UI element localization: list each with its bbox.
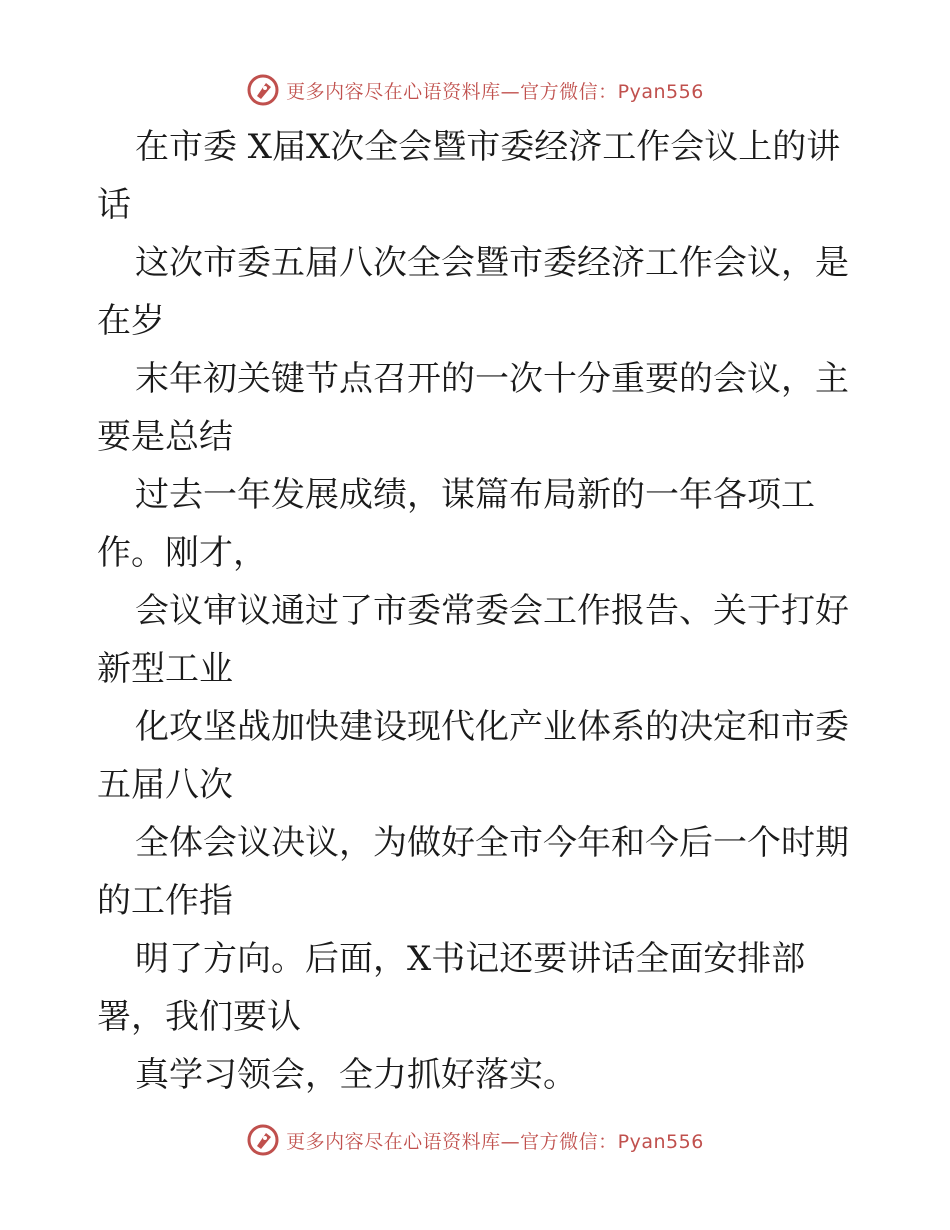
text-line: 全体会议决议，为做好全市今年和今后一个时期 [135,823,849,863]
watermark-text: 更多内容尽在心语资料库—官方微信：Pyan556 [286,80,704,103]
text-line: 的工作指 [97,881,233,921]
text-line: 在岁 [97,301,165,341]
text-line: 五届八次 [97,765,233,805]
text-line: 真学习领会，全力抓好落实。 [135,1055,577,1095]
document-body [97,118,867,1104]
footer-watermark [0,1120,950,1160]
pen-nib-logo-icon [246,73,280,107]
text-line: 在市委 X届X次全会暨市委经济工作会议上的讲 [135,127,841,167]
text-line: 这次市委五届八次全会暨市委经济工作会议，是 [135,243,849,283]
text-line: 作。刚才， [97,533,267,573]
text-line: 署，我们要认 [97,997,301,1037]
text-line: 话 [97,185,131,225]
text-line: 要是总结 [97,417,233,457]
text-line: 明了方向。后面，X书记还要讲话全面安排部 [135,939,806,979]
text-line: 末年初关键节点召开的一次十分重要的会议，主 [135,359,849,399]
watermark-text: 更多内容尽在心语资料库—官方微信：Pyan556 [286,1130,704,1153]
pen-nib-logo-icon [246,1123,280,1157]
text-line: 新型工业 [97,649,233,689]
header-watermark [0,70,950,110]
text-line: 会议审议通过了市委常委会工作报告、关于打好 [135,591,849,631]
text-line: 化攻坚战加快建设现代化产业体系的决定和市委 [135,707,849,747]
text-line: 过去一年发展成绩，谋篇布局新的一年各项工 [135,475,815,515]
